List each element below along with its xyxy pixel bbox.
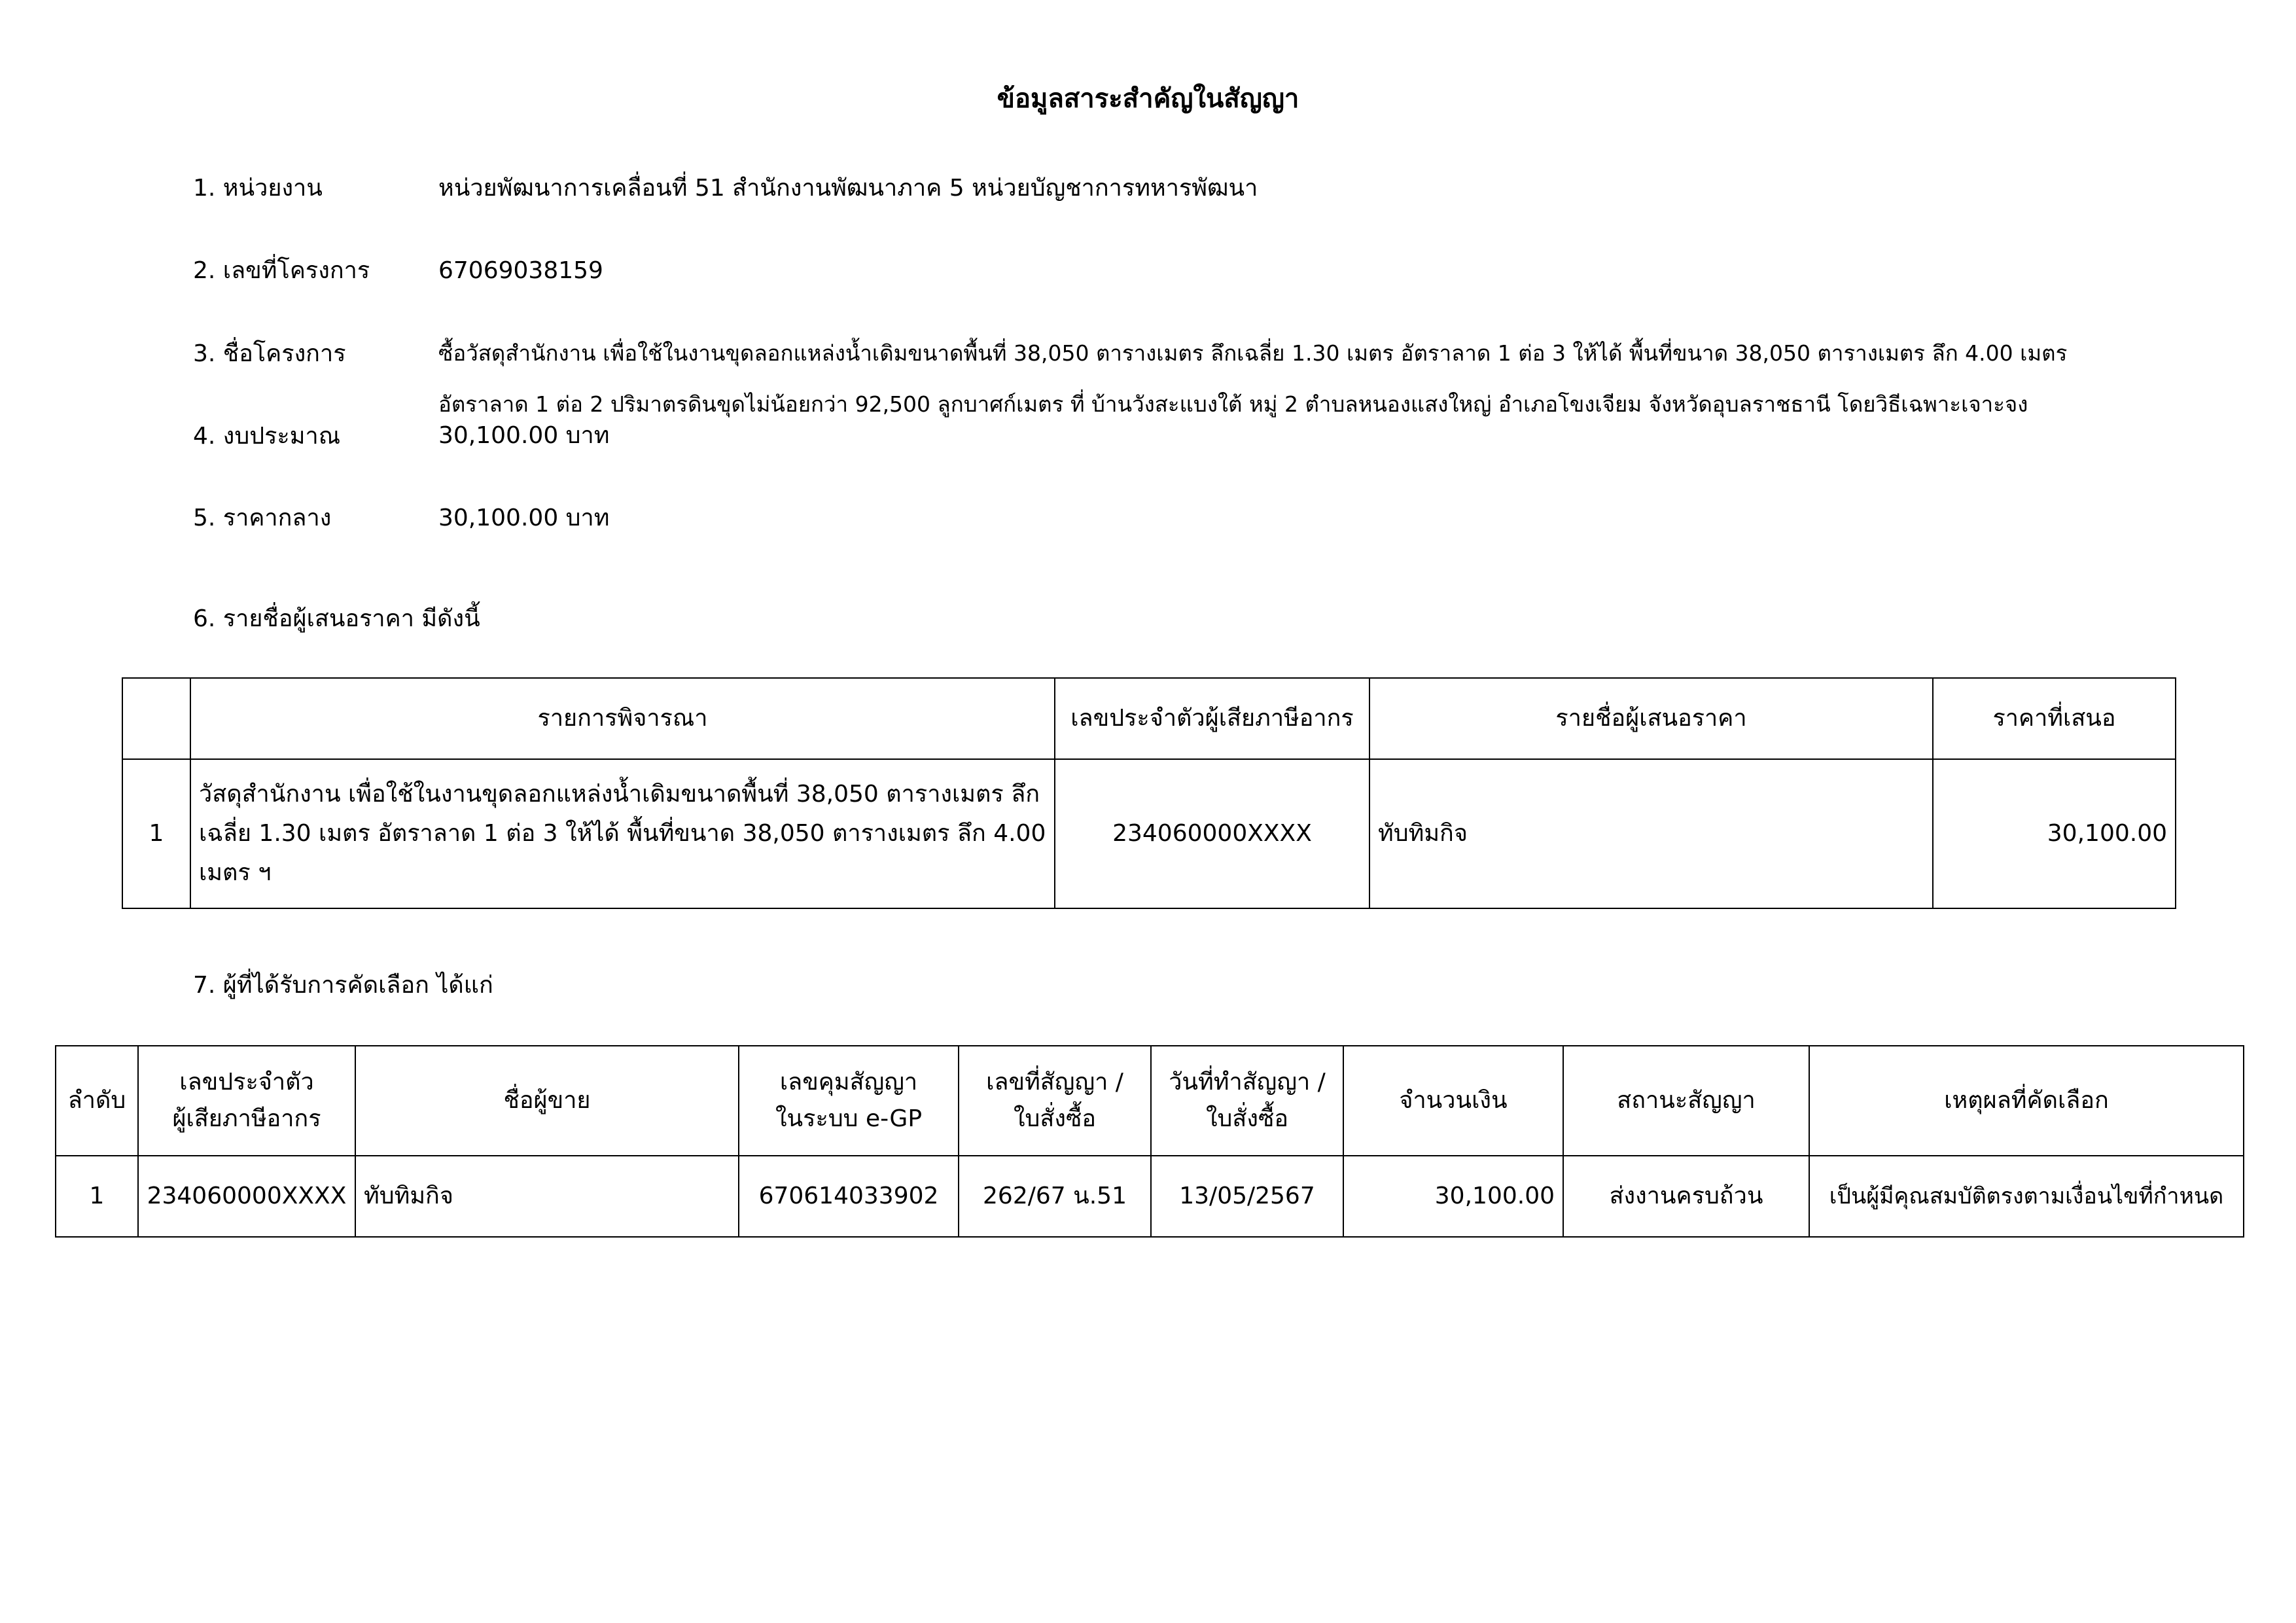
- project-name-label: [193, 337, 346, 371]
- bidders-row-item-line2: เฉลี่ย 1.30 เมตร อัตราลาด 1 ต่อ 3 ให้ได้ พื้นที่ขนาด 38,050 ตารางเมตร ลึก 4.00: [199, 820, 1046, 847]
- winners-header-egp: [739, 1046, 959, 1156]
- bidders-row-tax-id: 234060000XXXX: [1055, 759, 1369, 908]
- bidders-header-name: รายชื่อผู้เสนอราคา: [1369, 678, 1933, 759]
- winners-header-no: ลำดับ: [56, 1046, 138, 1156]
- bidders-header-row: [122, 678, 2176, 759]
- budget-label-text: 4. งบประมาณ: [193, 423, 341, 450]
- bidders-header-no: [122, 678, 190, 759]
- bidders-header-item: รายการพิจารณา: [190, 678, 1055, 759]
- winners-row-tax-id: 234060000XXXX: [138, 1156, 355, 1237]
- median-price-label: [193, 501, 331, 535]
- agency-label-text: 1. หน่วยงาน: [193, 175, 323, 202]
- winners-header-amount: จำนวนเงิน: [1343, 1046, 1563, 1156]
- winners-row-reason: เป็นผู้มีคุณสมบัติตรงตามเงื่อนไขที่กำหนด: [1809, 1156, 2244, 1237]
- bidders-row-price: 30,100.00: [1933, 759, 2176, 908]
- bidders-row-item-line3: เมตร ฯ: [199, 859, 272, 886]
- winners-row-no: 1: [56, 1156, 138, 1237]
- bidders-table: [122, 677, 2176, 909]
- winners-row-seller: ทับทิมกิจ: [355, 1156, 739, 1237]
- table-row: [122, 759, 2176, 908]
- winners-row-amount: 30,100.00: [1343, 1156, 1563, 1237]
- winners-header-tax-id: [138, 1046, 355, 1156]
- winners-header-contract-date-line2: ใบสั่งซื้อ: [1205, 1105, 1289, 1132]
- winners-row-contract-no: 262/67 น.51: [959, 1156, 1151, 1237]
- winners-section-label: 7. ผู้ที่ได้รับการคัดเลือก ได้แก่: [193, 972, 493, 999]
- budget-value: 30,100.00 บาท: [438, 422, 610, 449]
- bidders-row-item: [190, 759, 1055, 908]
- bidders-row-no: 1: [122, 759, 190, 908]
- winners-table: [55, 1045, 2244, 1238]
- project-no-label-text: 2. เลขที่โครงการ: [193, 257, 370, 284]
- bidders-header-tax-id: เลขประจำตัวผู้เสียภาษีอากร: [1055, 678, 1369, 759]
- winners-header-status: สถานะสัญญา: [1563, 1046, 1809, 1156]
- project-no-label: [193, 254, 370, 288]
- winners-header-contract-no: [959, 1046, 1151, 1156]
- winners-row-egp: 670614033902: [739, 1156, 959, 1237]
- winners-header-tax-id-line1: เลขประจำตัว: [179, 1069, 314, 1096]
- winners-header-tax-id-line2: ผู้เสียภาษีอากร: [172, 1105, 321, 1132]
- median-price-label-text: 5. ราคากลาง: [193, 505, 332, 531]
- table-row: [56, 1156, 2244, 1237]
- bidders-row-item-line1: วัสดุสำนักงาน เพื่อใช้ในงานขุดลอกแหล่งน้ำเดิมขนาดพื้นที่ 38,050 ตารางเมตร ลึก: [199, 781, 1040, 808]
- winners-header-contract-date-line1: วันที่ทำสัญญา /: [1169, 1069, 1326, 1096]
- agency-value: หน่วยพัฒนาการเคลื่อนที่ 51 สำนักงานพัฒนาภาค 5 หน่วยบัญชาการทหารพัฒนา: [438, 175, 1258, 202]
- project-name-label-text: 3. ชื่อโครงการ: [193, 340, 346, 367]
- winners-header-row: [56, 1046, 2244, 1156]
- document-title: ข้อมูลสาระสำคัญในสัญญา: [997, 84, 1299, 114]
- winners-header-egp-line2: ในระบบ e-GP: [775, 1105, 923, 1132]
- winners-header-seller: ชื่อผู้ขาย: [355, 1046, 739, 1156]
- winners-row-status: ส่งงานครบถ้วน: [1563, 1156, 1809, 1237]
- bidders-header-price: ราคาที่เสนอ: [1933, 678, 2176, 759]
- agency-label: [193, 171, 323, 205]
- winners-header-egp-line1: เลขคุมสัญญา: [779, 1069, 918, 1096]
- bidders-section-label: 6. รายชื่อผู้เสนอราคา มีดังนี้: [193, 605, 480, 632]
- winners-header-contract-date: [1151, 1046, 1343, 1156]
- winners-header-contract-no-line1: เลขที่สัญญา /: [986, 1069, 1123, 1096]
- median-price-value: 30,100.00 บาท: [438, 505, 610, 531]
- winners-row-contract-date: 13/05/2567: [1151, 1156, 1343, 1237]
- project-no-value: 67069038159: [438, 257, 603, 284]
- winners-header-contract-no-line2: ใบสั่งซื้อ: [1013, 1105, 1097, 1132]
- project-name-line2: อัตราลาด 1 ต่อ 2 ปริมาตรดินขุดไม่น้อยกว่า 92,500 ลูกบาศก์เมตร ที่ บ้านวังสะแบงใต้ หมู่ 2 ตำบลหนองแสงใหญ่ อำเภอโขงเจียม จังหวัดอุบลราชธานี โดยวิธีเฉพาะเจาะจง: [438, 391, 2028, 417]
- budget-label: [193, 419, 340, 454]
- project-name-line1: ซื้อวัสดุสำนักงาน เพื่อใช้ในงานขุดลอกแหล่งน้ำเดิมขนาดพื้นที่ 38,050 ตารางเมตร ลึกเฉลี่ย 1.30 เมตร อัตราลาด 1 ต่อ 3 ให้ได้ พื้นที่ขนาด 38,050 ตารางเมตร ลึก 4.00 เมตร: [438, 340, 2068, 366]
- bidders-row-name: ทับทิมกิจ: [1369, 759, 1933, 908]
- winners-header-reason: เหตุผลที่คัดเลือก: [1809, 1046, 2244, 1156]
